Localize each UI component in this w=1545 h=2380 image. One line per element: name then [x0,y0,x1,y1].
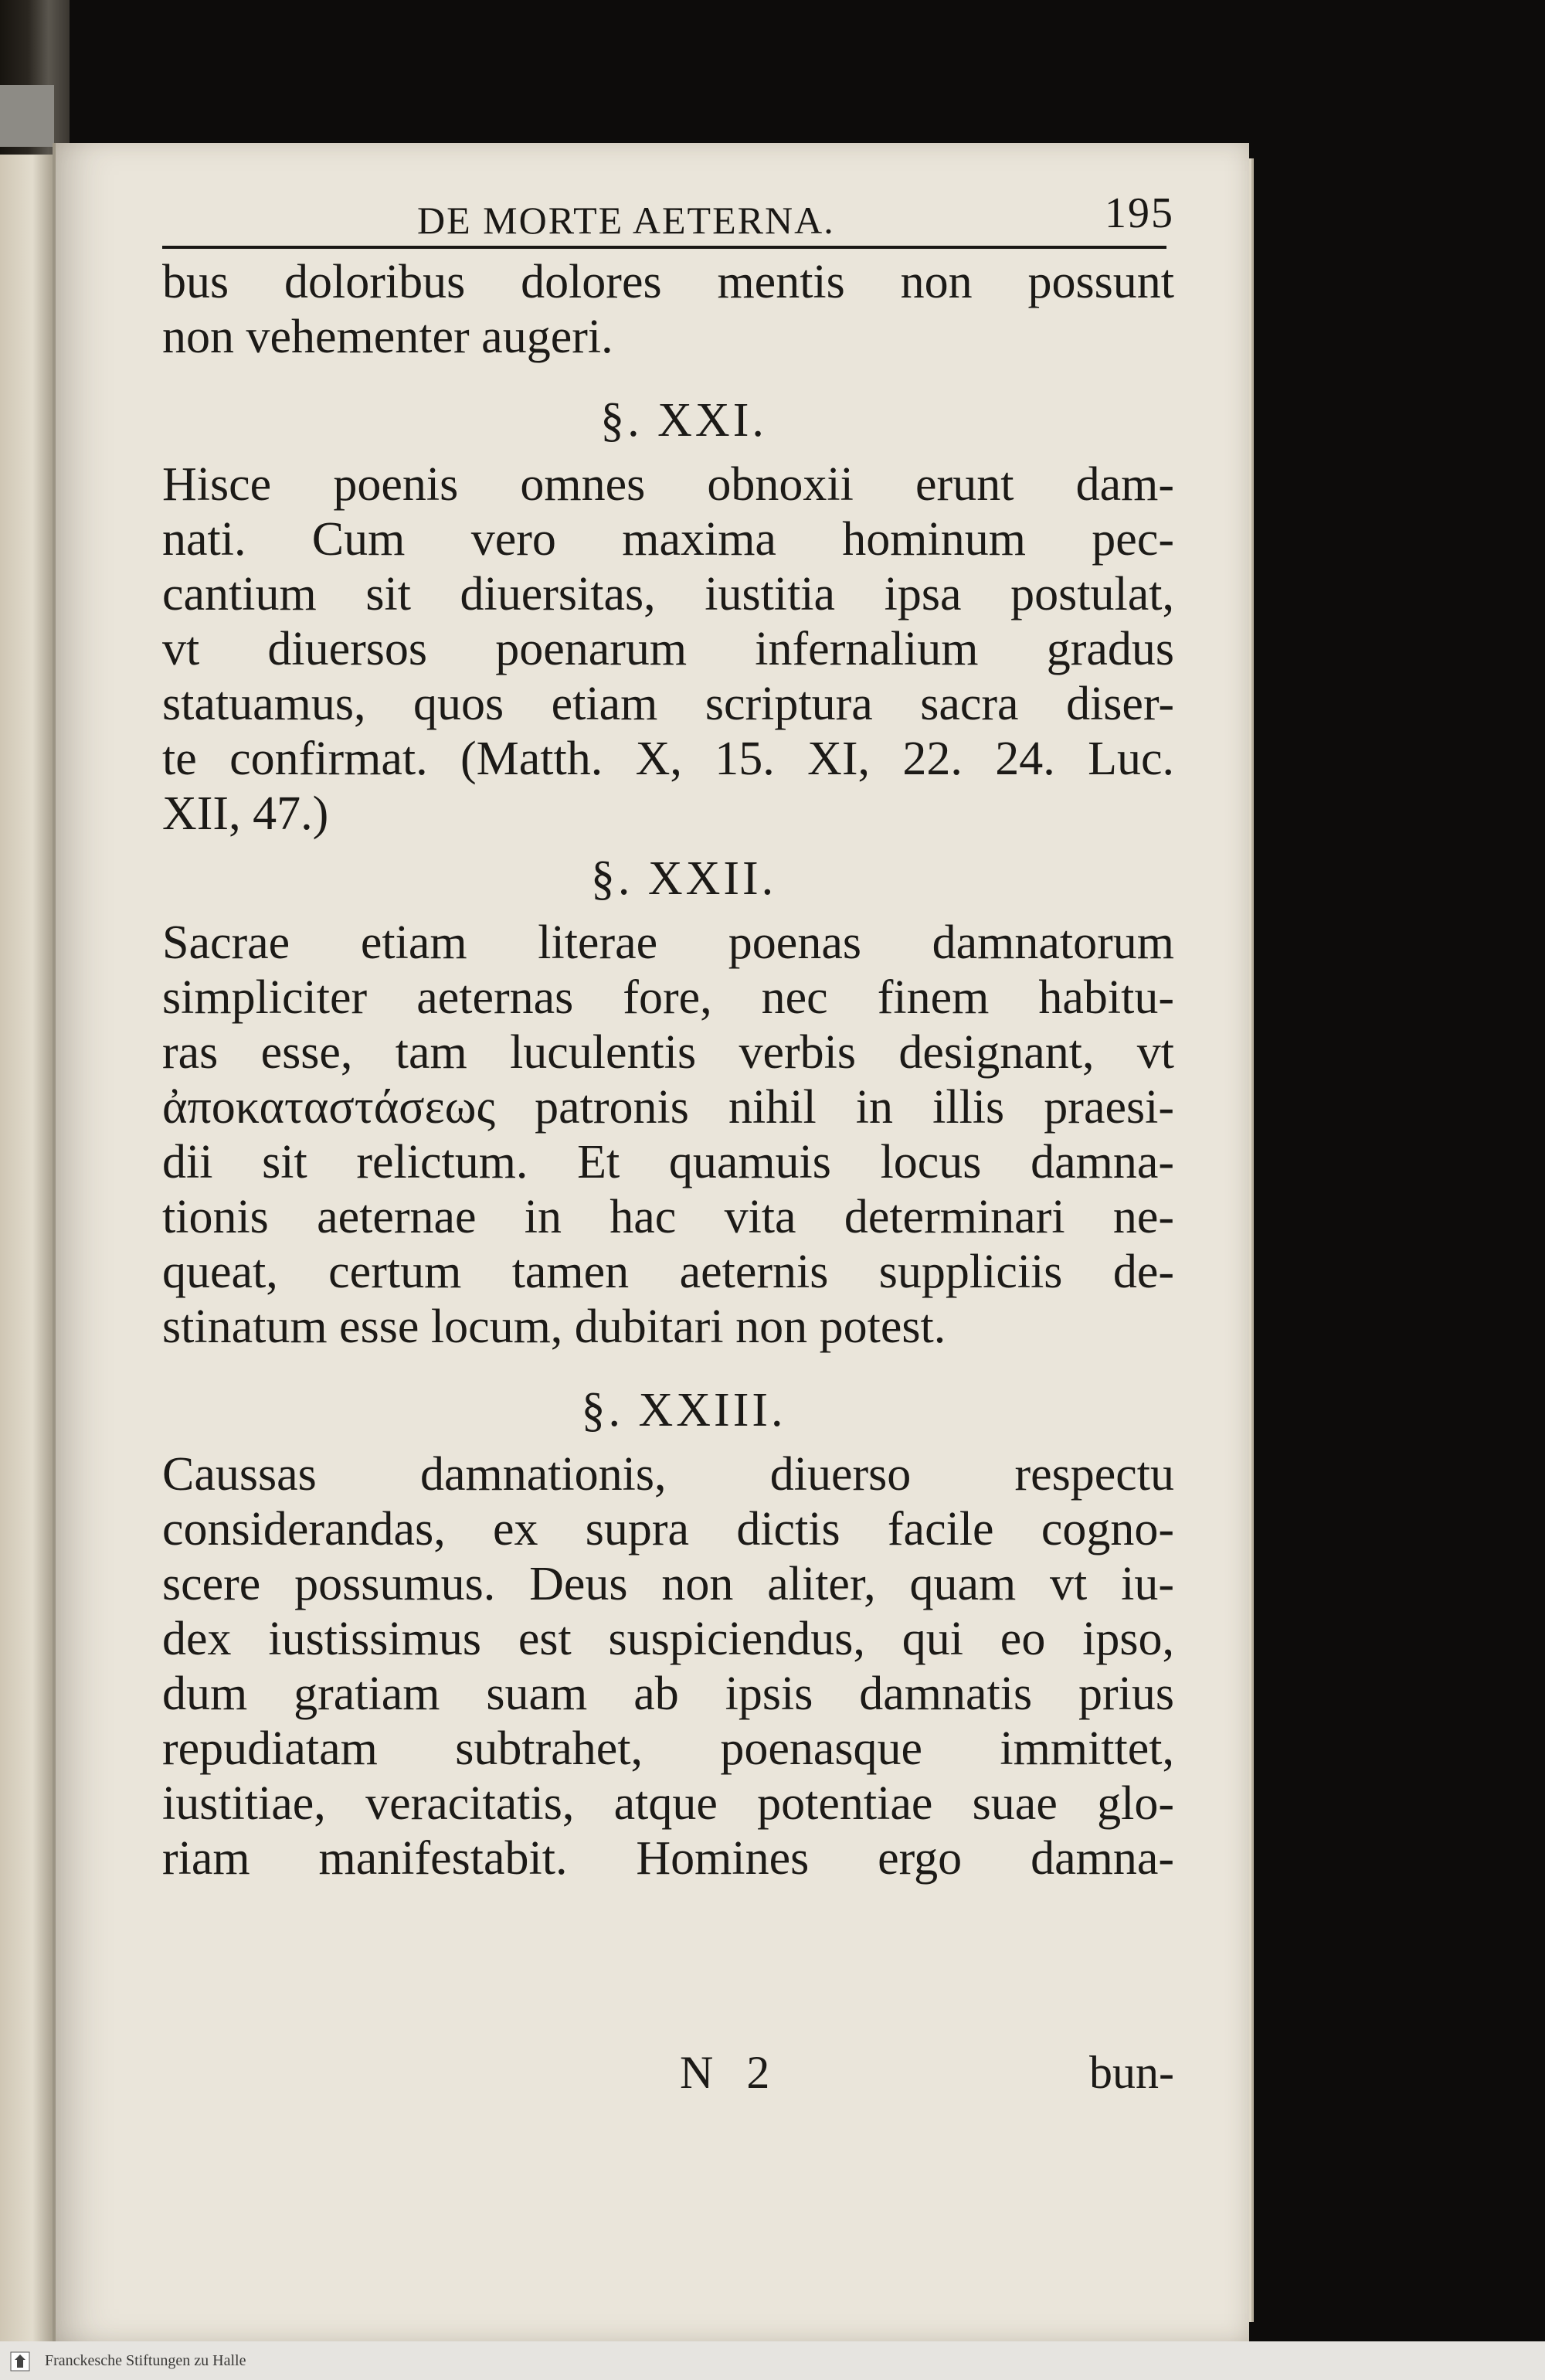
text-line: queat, certum tamen aeternis suppliciis de- [162,1246,1174,1298]
text-line: iustitiae, veracitatis, atque potentiae suae glo- [162,1777,1174,1830]
page-number: 195 [1105,189,1174,237]
section-heading-xxii: §. XXII. [590,852,777,905]
text-line: dex iustissimus est suspiciendus, qui eo ipso, [162,1613,1174,1665]
text-line: bus doloribus dolores mentis non possunt [162,256,1174,308]
facing-page-sliver [0,155,54,2341]
text-line: riam manifestabit. Homines ergo damna- [162,1832,1174,1885]
text-line: dii sit relictum. Et quamuis locus damna- [162,1136,1174,1188]
text-line: vt diuersos poenarum infernalium gradus [162,623,1174,675]
text-line: cantium sit diuersitas, iustitia ipsa postulat, [162,568,1174,620]
text-line: XII, 47.) [162,787,329,840]
text-line: considerandas, ex supra dictis facile cogno- [162,1503,1174,1556]
section-heading-xxi: §. XXI. [600,394,767,447]
section-heading-xxiii: §. XXIII. [581,1384,786,1436]
page-footer-line [162,2046,1174,2101]
text-line: tionis aeternae in hac vita determinari ne- [162,1191,1174,1243]
text-line: non vehementer augeri. [162,311,613,363]
signature-mark: N 2 [680,2047,781,2098]
facing-page-edge [0,85,54,147]
text-line: scere possumus. Deus non aliter, quam vt iu- [162,1558,1174,1610]
text-line: nati. Cum vero maxima hominum pec- [162,513,1174,566]
text-line: dum gratiam suam ab ipsis damnatis prius [162,1668,1174,1720]
archive-credit: Franckesche Stiftungen zu Halle [45,2352,246,2369]
institution-logo-icon [9,2351,31,2372]
text-line: statuamus, quos etiam scriptura sacra diser- [162,678,1174,730]
catchword: bun- [1089,2047,1174,2098]
body-text [162,255,1174,1886]
running-title: DE MORTE AETERNA. [417,199,835,242]
header-rule [162,246,1166,249]
archive-footer-bar [0,2341,1545,2380]
text-line: stinatum esse locum, dubitari non potest. [162,1300,946,1353]
text-line: Hisce poenis omnes obnoxii erunt dam- [162,458,1174,511]
text-line: ἀποκαταστάσεως patronis nihil in illis praesi- [162,1081,1174,1134]
text-line: repudiatam subtrahet, poenasque immittet, [162,1722,1174,1775]
running-header [417,187,1174,242]
text-line: Sacrae etiam literae poenas damnatorum [162,916,1174,969]
text-line: te confirmat. (Matth. X, 15. XI, 22. 24. Luc. [162,733,1174,785]
text-line: ras esse, tam luculentis verbis designant, vt [162,1026,1174,1079]
text-line: simpliciter aeternas fore, nec finem habitu- [162,971,1174,1024]
text-line: Caussas damnationis, diuerso respectu [162,1448,1174,1501]
